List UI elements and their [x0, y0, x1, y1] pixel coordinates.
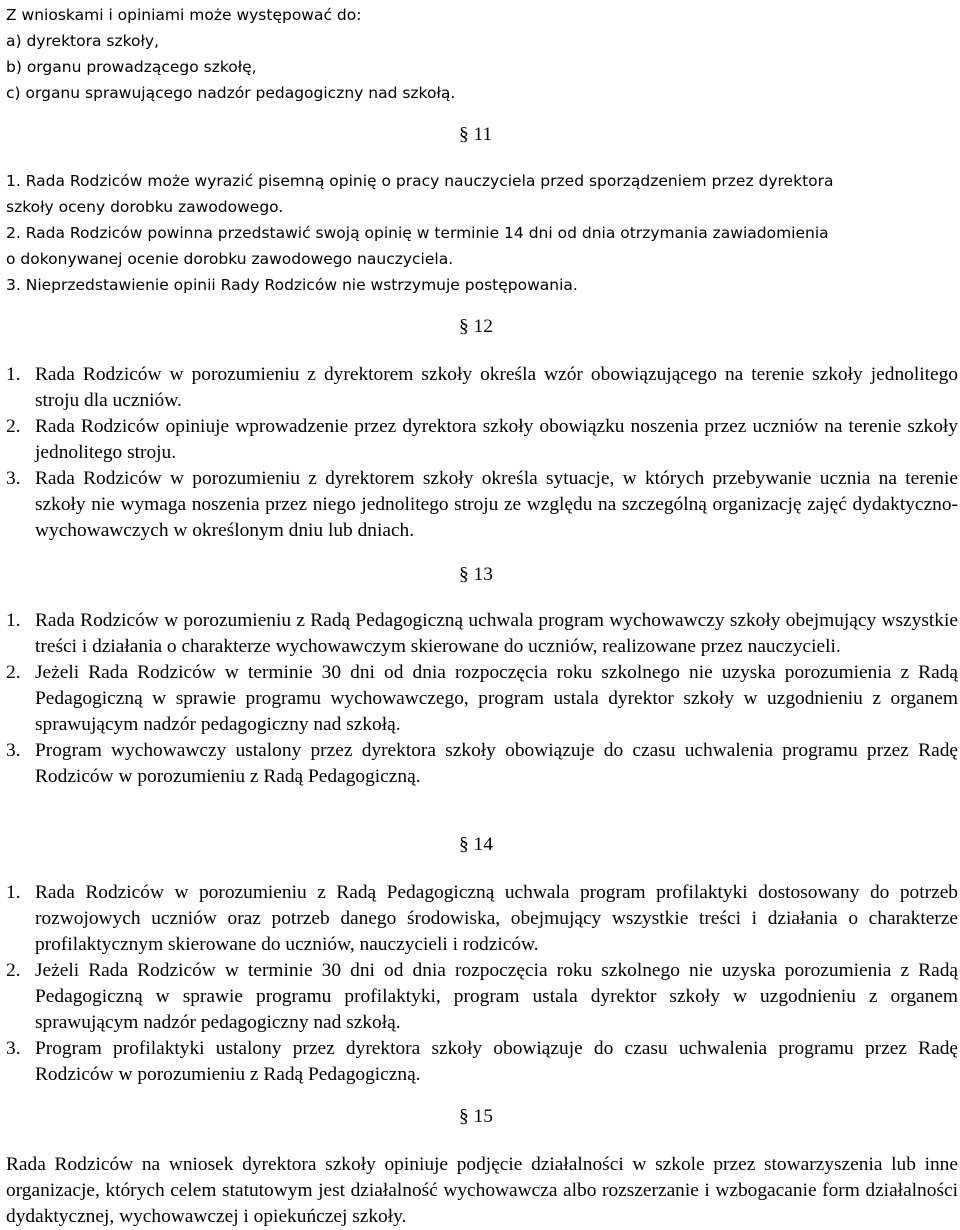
section-14-body	[6, 880, 958, 1088]
section-11-item-1-line-2: szkoły oceny dorobku zawodowego.	[6, 198, 284, 216]
section-14-item-1	[6, 880, 958, 958]
item-number: 1.	[6, 172, 21, 190]
section-11-item-3	[6, 272, 958, 298]
section-12-item-3	[6, 466, 958, 544]
intro-item-text: organu sprawującego nadzór pedagogiczny nad szkołą.	[25, 84, 456, 102]
section-13-item-2	[6, 660, 958, 738]
item-text: Rada Rodziców może wyrazić pisemną opinię o pracy nauczyciela przed sporządzeniem przez dyrektora	[25, 172, 834, 190]
item-text: Rada Rodziców w porozumieniu z Radą Pedagogiczną uchwala program profilaktyki dostosowany do potrzeb rozwojowych uczniów oraz potrzeb danego środowiska, obejmujący wszystkie treści i działania o charakterze profilaktycznym skierowane do uczniów, nauczycieli i rodziców.	[35, 882, 958, 955]
intro-item-text: organu prowadzącego szkołę,	[26, 58, 257, 76]
item-text: Rada Rodziców opiniuje wprowadzenie przez dyrektora szkoły obowiązku noszenia przez uczniów na terenie szkoły jednolitego stroju.	[35, 416, 958, 463]
section-13-heading: § 13	[459, 564, 493, 585]
item-text: Nieprzedstawienie opinii Rady Rodziców nie wstrzymuje postępowania.	[25, 276, 578, 294]
section-15-text: Rada Rodziców na wniosek dyrektora szkoły opiniuje podjęcie działalności w szkole przez stowarzyszenia lub inne organizacje, których celem statutowym jest działalność wychowawcza albo rozszerzanie i wzbogacanie form działalności dydaktycznej, wychowawczej i opiekuńczej szkoły.	[6, 1154, 958, 1227]
section-13-item-1	[6, 608, 958, 660]
intro-item-marker: b)	[6, 58, 22, 76]
intro-item-c	[6, 80, 958, 106]
section-15-heading: § 15	[459, 1106, 493, 1127]
item-number: 3.	[6, 1038, 21, 1059]
section-14-heading: § 14	[459, 834, 493, 855]
item-text: Rada Rodziców powinna przedstawić swoją opinię w terminie 14 dni od dnia otrzymania zawiadomienia	[25, 224, 829, 242]
item-number: 1.	[6, 364, 21, 385]
item-text: Program wychowawczy ustalony przez dyrektora szkoły obowiązuje do czasu uchwalenia programu przez Radę Rodziców w porozumieniu z Radą Pedagogiczną.	[35, 740, 958, 787]
item-number: 1.	[6, 610, 21, 631]
intro-item-marker: a)	[6, 32, 22, 50]
item-number: 3.	[6, 740, 21, 761]
intro-item-a	[6, 28, 958, 54]
item-text: Jeżeli Rada Rodziców w terminie 30 dni od dnia rozpoczęcia roku szkolnego nie uzyska porozumienia z Radą Pedagogiczną w sprawie programu profilaktyki, program ustala dyrektor szkoły w uzgodnieniu z organem sprawującym nadzór pedagogiczny nad szkołą.	[35, 960, 958, 1033]
section-12-body	[6, 362, 958, 544]
intro-item-b	[6, 54, 958, 80]
intro-line: Z wnioskami i opiniami może występować do:	[6, 6, 362, 24]
section-11-body	[6, 168, 958, 298]
section-14-item-3	[6, 1036, 958, 1088]
section-12-item-2	[6, 414, 958, 466]
item-text: Rada Rodziców w porozumieniu z Radą Pedagogiczną uchwala program wychowawczy szkoły obejmujący wszystkie treści i działania o charakterze wychowawczym skierowane do uczniów, realizowane przez nauczycieli.	[35, 610, 958, 657]
item-number: 2.	[6, 960, 21, 981]
item-text: Program profilaktyki ustalony przez dyrektora szkoły obowiązuje do czasu uchwalenia programu przez Radę Rodziców w porozumieniu z Radą Pedagogiczną.	[35, 1038, 958, 1085]
section-13-item-3	[6, 738, 958, 790]
item-number: 2.	[6, 224, 21, 242]
intro-item-marker: c)	[6, 84, 21, 102]
item-number: 1.	[6, 882, 21, 903]
item-number: 2.	[6, 416, 21, 437]
item-text: Rada Rodziców w porozumieniu z dyrektorem szkoły określa wzór obowiązującego na terenie szkoły jednolitego stroju dla uczniów.	[35, 364, 958, 411]
item-number: 3.	[6, 468, 21, 489]
item-number: 2.	[6, 662, 21, 683]
section-12-item-1	[6, 362, 958, 414]
section-11-item-2-line-2: o dokonywanej ocenie dorobku zawodowego nauczyciela.	[6, 250, 454, 268]
item-text: Jeżeli Rada Rodziców w terminie 30 dni od dnia rozpoczęcia roku szkolnego nie uzyska porozumienia z Radą Pedagogiczną w sprawie programu wychowawczego, program ustala dyrektor szkoły w uzgodnieniu z organem sprawującym nadzór pedagogiczny nad szkołą.	[35, 662, 958, 735]
section-11-item-2-line-1	[6, 220, 958, 246]
item-number: 3.	[6, 276, 21, 294]
section-13-body	[6, 608, 958, 790]
section-15-body	[6, 1152, 958, 1230]
section-11-item-1-line-1	[6, 168, 958, 194]
section-11-heading: § 11	[459, 124, 493, 145]
intro-block	[6, 2, 958, 106]
intro-item-text: dyrektora szkoły,	[26, 32, 160, 50]
item-text: Rada Rodziców w porozumieniu z dyrektorem szkoły określa sytuacje, w których przebywanie ucznia na terenie szkoły nie wymaga noszenia przez niego jednolitego stroju ze względu na szczególną organizację zajęć dydaktyczno-wychowawczych w określonym dniu lub dniach.	[35, 468, 958, 541]
section-14-item-2	[6, 958, 958, 1036]
section-12-heading: § 12	[459, 316, 493, 337]
